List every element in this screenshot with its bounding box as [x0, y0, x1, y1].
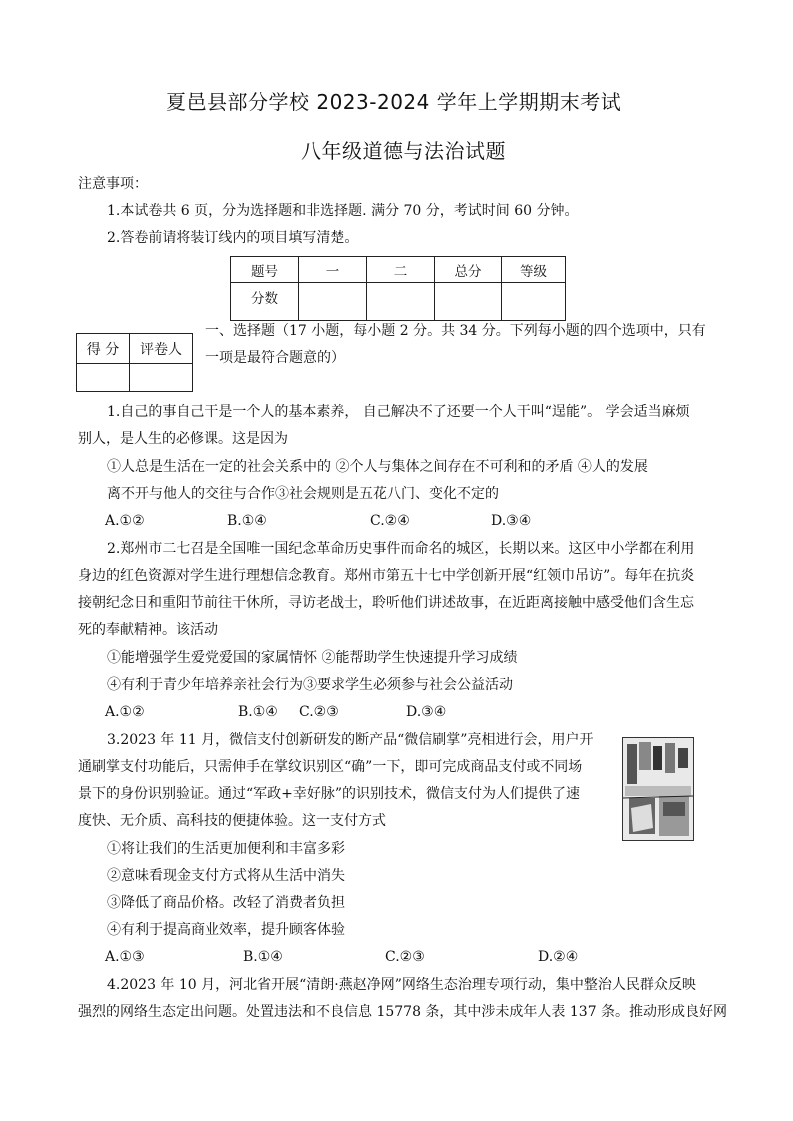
question-text: 别人，是人生的必修课。这是因为 [78, 431, 288, 447]
option-a[interactable]: A.①③ [105, 949, 145, 965]
question-text: 通刷掌支付功能后，只需伸手在掌纹识别区“确”一下，即可完成商品支付或不同场 [78, 759, 583, 775]
section-intro: 一、选择题（17 小题，每小题 2 分。共 34 分。下列每小题的四个选项中，只有 [205, 323, 706, 339]
score-header-part1: 一 [299, 257, 367, 283]
notice-item: 2.答卷前请将装订线内的项目填写清楚。 [107, 230, 359, 246]
option-a[interactable]: A.①② [105, 513, 145, 529]
exam-title: 夏邑县部分学校 2023-2024 学年上学期期末考试 [166, 90, 622, 114]
grader-name-cell[interactable] [130, 364, 193, 392]
question-text: 2.郑州市二七召是全国唯一国纪念革命历史事件而命名的城区，长期以来。这区中小学都在利用 [107, 541, 695, 557]
option-c[interactable]: C.②④ [370, 513, 410, 529]
question-text: 度快、无介质、高科技的便捷体验。这一支付方式 [78, 813, 386, 829]
question-statement: ④有利于青少年培养亲社会行为③要求学生必须参与社会公益活动 [107, 677, 513, 693]
question-text: 景下的身份识别验证。通过“军政+幸好脉”的识别技术，微信支付为人们提供了速 [78, 786, 581, 802]
question-statement: ①将让我们的生活更加便利和丰富多彩 [107, 841, 345, 857]
section-intro: 一项是最符合题意的） [205, 350, 345, 366]
score-header-question: 题号 [231, 257, 299, 283]
question-text: 4.2023 年 10 月，河北省开展“清朗·燕赵净网”网络生态治理专项行动，集中整治人民群众反映 [107, 977, 696, 993]
score-header-total: 总分 [435, 257, 502, 283]
question-text: 死的奉献精神。该活动 [78, 622, 218, 638]
grader-score-label: 得 分 [77, 334, 130, 364]
notice-heading: 注意事项： [78, 176, 148, 192]
question-text: 1.自己的事自己干是一个人的基本素养， 自己解决不了还要一个人干叫“逞能”。 学会适当麻烦 [107, 404, 690, 420]
option-b[interactable]: B.①④ [243, 949, 283, 965]
score-cell[interactable] [502, 283, 566, 321]
option-c[interactable]: C.②③ [385, 949, 425, 965]
option-d[interactable]: D.③④ [406, 704, 447, 720]
option-d[interactable]: D.③④ [491, 513, 532, 529]
notice-item: 1.本试卷共 6 页，分为选择题和非选择题. 满分 70 分，考试时间 60 分钟。 [107, 203, 579, 219]
question-statement: ②意味看现金支付方式将从生活中消失 [107, 868, 345, 884]
score-row-label: 分数 [231, 283, 299, 321]
question-statement: ④有利于提高商业效率，提升顾客体验 [107, 922, 345, 938]
score-cell[interactable] [435, 283, 502, 321]
question-text: 身边的红色资源对学生进行理想信念教育。郑州市第五十七中学创新开展“红领巾吊访”。每年在抗炎 [78, 568, 695, 584]
question-text: 接朝纪念日和重阳节前往干休所，寻访老战士，聆听他们讲述故事，在近距离接触中感受他们含生忘 [78, 595, 694, 611]
score-cell[interactable] [299, 283, 367, 321]
question-text: 3.2023 年 11 月，微信支付创新研发的断产品“微信刷掌”亮相进行会，用户开 [107, 732, 594, 748]
question-statement: ①能增强学生爱党爱国的家属情怀 ②能帮助学生快速提升学习成绩 [107, 650, 518, 666]
grader-table [76, 333, 193, 392]
option-b[interactable]: B.①④ [238, 704, 278, 720]
option-b[interactable]: B.①④ [227, 513, 267, 529]
palm-payment-photo [622, 737, 694, 841]
grader-score-cell[interactable] [77, 364, 130, 392]
question-statement: ③降低了商品价格。改轻了消费者负担 [107, 895, 345, 911]
score-header-grade: 等级 [502, 257, 566, 283]
option-d[interactable]: D.②④ [538, 949, 579, 965]
score-table [230, 256, 566, 321]
option-c[interactable]: C.②③ [299, 704, 339, 720]
exam-subtitle: 八年级道德与法治试题 [301, 139, 506, 163]
score-header-part2: 二 [367, 257, 435, 283]
question-statement: ①人总是生活在一定的社会关系中的 ②个人与集体之间存在不可利和的矛盾 ④人的发展 [107, 459, 648, 475]
question-text: 强烈的网络生态定出问题。处置违法和不良信息 15778 条，其中涉未成年人表 137 条。推动形成良好网 [78, 1004, 728, 1020]
score-cell[interactable] [367, 283, 435, 321]
question-statement: 离不开与他人的交往与合作③社会规则是五花八门、变化不定的 [107, 486, 499, 502]
option-a[interactable]: A.①② [105, 704, 145, 720]
grader-name-label: 评卷人 [130, 334, 193, 364]
palm-payment-illustration [623, 738, 693, 840]
